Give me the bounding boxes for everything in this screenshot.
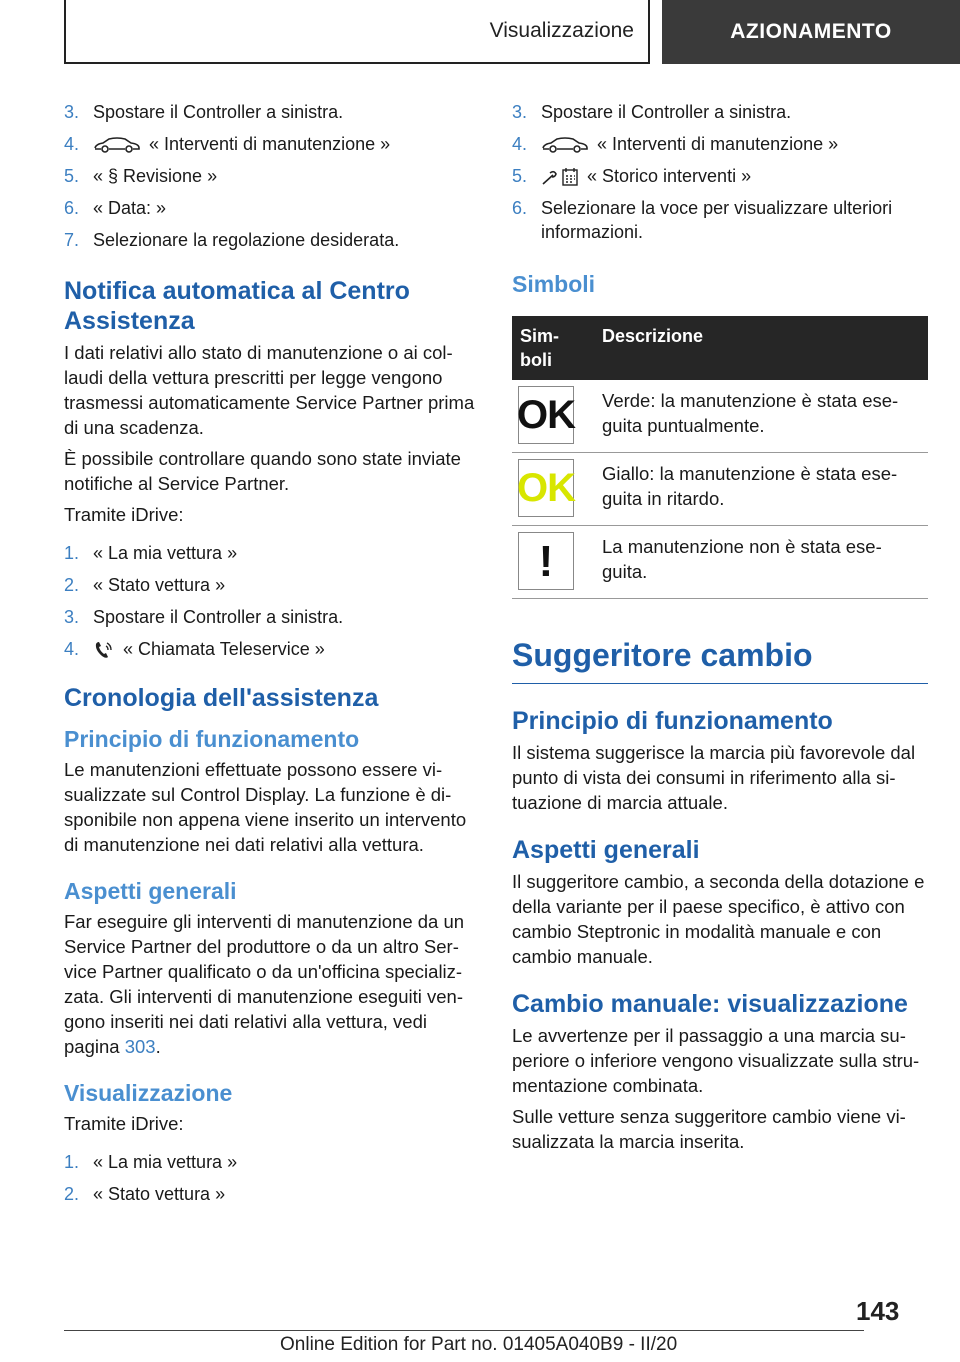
left-column — [64, 100, 480, 1216]
car-icon — [541, 136, 589, 154]
header-underline — [64, 62, 650, 64]
paragraph: Le manutenzioni effettuate possono essere vi-sualizzate sul Control Display. La funzione è di-sponibile non appena viene inserito un intervento di manutenzione nei dati relativi alla vettura. — [64, 759, 467, 855]
heading-general: Aspetti generali — [64, 878, 237, 904]
list-item: 4. « Interventi di manutenzione » — [64, 134, 391, 154]
header-chapter-tab[interactable]: AZIONAMENTO — [662, 0, 960, 64]
list-item: 6. Selezionare la voce per visualizzare ulteriori informazioni. — [512, 198, 893, 242]
paragraph: Far eseguire gli interventi di manutenzione da un Service Partner del produttore o da un altro Ser-vice Partner qualificato o da un'officina specializ-zata. Gli interventi di manutenzione eseguiti ven-gono inseriti nei dati relativi alla vettura, vedi pagina 303. — [64, 911, 465, 1057]
list-item: 2. « Stato vettura » — [64, 575, 226, 595]
table-header-symbols: Sim-boli — [512, 316, 594, 380]
heading-display: Visualizzazione — [64, 1080, 233, 1106]
page-number: 143 — [856, 1296, 900, 1326]
paragraph: Sulle vetture senza suggeritore cambio viene vi-sualizzata la marcia inserita. — [512, 1106, 906, 1152]
teleservice-icon — [93, 640, 115, 660]
table-cell-description: Giallo: la manutenzione è stata ese-guita in ritardo. — [594, 453, 928, 526]
steps-list-a — [64, 100, 480, 252]
ok-yellow-icon: OK — [518, 459, 574, 517]
paragraph: Tramite iDrive: — [64, 504, 184, 525]
list-item: 4. « Chiamata Teleservice » — [64, 639, 325, 659]
list-item: 3. Spostare il Controller a sinistra. — [64, 102, 344, 122]
exclamation-icon: ! — [518, 532, 574, 590]
page-link[interactable]: 303 — [124, 1036, 156, 1057]
heading-manual: Cambio manuale: visualizzazione — [512, 990, 908, 1018]
table-row — [512, 526, 928, 599]
footer-rule — [64, 1330, 864, 1331]
list-item: 7. Selezionare la regolazione desiderata. — [64, 230, 400, 250]
list-item: 3. Spostare il Controller a sinistra. — [512, 102, 792, 122]
list-item: 5. « Storico interventi » — [512, 166, 752, 186]
list-item: 3. Spostare il Controller a sinistra. — [64, 607, 344, 627]
heading-general: Aspetti generali — [512, 836, 700, 864]
heading-gear-suggestion: Suggeritore cambio — [512, 635, 928, 684]
table-row — [512, 453, 928, 526]
table-cell-description: Verde: la manutenzione è stata ese-guita puntualmente. — [594, 380, 928, 453]
paragraph: Tramite iDrive: — [64, 1113, 184, 1134]
heading-history: Cronologia dell'assistenza — [64, 684, 379, 712]
paragraph: Le avvertenze per il passaggio a una marcia su-periore o inferiore vengono visualizzate sulla stru-mentazione combinata. — [512, 1025, 920, 1096]
heading-notify: Notifica automatica al Centro Assistenza — [64, 277, 410, 335]
ok-green-icon: OK — [518, 386, 574, 444]
table-row — [512, 380, 928, 453]
steps-list-c — [64, 1150, 480, 1206]
service-history-icon — [541, 167, 579, 187]
steps-list-right — [512, 100, 928, 244]
heading-principle: Principio di funzionamento — [64, 726, 360, 752]
symbols-table — [512, 316, 928, 599]
header-section-title: Visualizzazione — [489, 19, 634, 42]
table-header-row — [512, 316, 928, 380]
right-column — [512, 100, 928, 1160]
list-item: 4. « Interventi di manutenzione » — [512, 134, 839, 154]
paragraph: Il sistema suggerisce la marcia più favorevole dal punto di vista dei consumi in riferimento alla si-tuazione di marcia attuale. — [512, 742, 916, 813]
list-item: 1. « La mia vettura » — [64, 543, 238, 563]
paragraph: È possibile controllare quando sono state inviate notifiche al Service Partner. — [64, 448, 461, 494]
table-header-description: Descrizione — [594, 316, 928, 380]
car-icon — [93, 136, 141, 154]
header-divider-right — [648, 0, 650, 64]
table-cell-description: La manutenzione non è stata ese-guita. — [594, 526, 928, 599]
footer-edition: Online Edition for Part no. 01405A040B9 - II/20 — [280, 1334, 678, 1355]
list-item: 2. « Stato vettura » — [64, 1184, 226, 1204]
paragraph: Il suggeritore cambio, a seconda della dotazione e della variante per il paese specifico, è attivo con cambio Steptronic in modalità manuale e con cambio manuale. — [512, 871, 925, 967]
list-item: 6. « Data: » — [64, 198, 167, 218]
heading-principle: Principio di funzionamento — [512, 707, 833, 735]
list-item: 5. « § Revisione » — [64, 166, 218, 186]
heading-symbols: Simboli — [512, 271, 596, 297]
list-item: 1. « La mia vettura » — [64, 1152, 238, 1172]
steps-list-b — [64, 541, 480, 661]
paragraph: I dati relativi allo stato di manutenzione o ai col-laudi della vettura prescritti per legge vengono trasmessi automaticamente Service Partner prima di una scadenza. — [64, 342, 475, 438]
